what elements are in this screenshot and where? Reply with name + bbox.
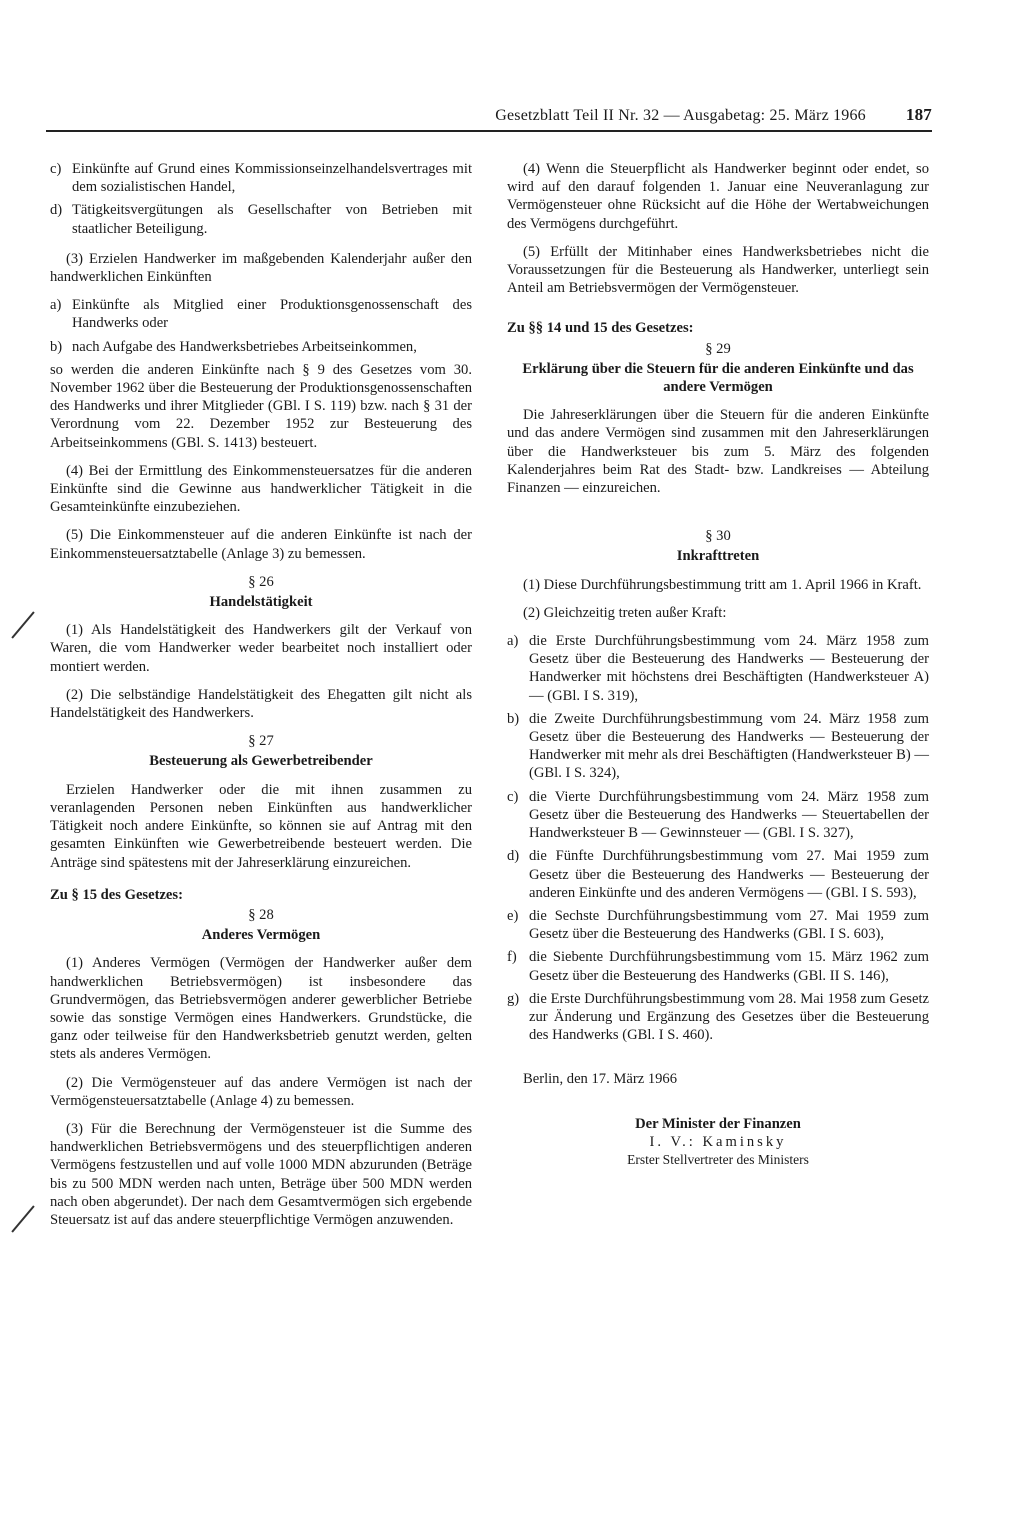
paragraph: (3) Für die Berechnung der Vermögensteuer ist die Summe des handwerklichen Betriebsvermögens und des steuerpflichtigen anderen Vermögens festzustellen und auf volle 1000 MDN abzurunden (Beträge bis zu 500 MDN werden nach unten, Beträge über 500 MDN werden nach oben abgerundet). Der nach dem Gesamtvermögen sich ergebende Steuersatz ist auf das andere steuerpflichtige Vermögen anzuwenden. — [50, 1120, 472, 1228]
paragraph: (1) Anderes Vermögen (Vermögen der Handwerker außer dem handwerklichen Betriebsvermögen) ist insbesondere das Grundvermögen, das Betriebsvermögen anderer gewerblicher Betriebe sowie das sonstige Vermögen eines Handwerkers. Grundstücke, die ganz oder teilweise für den Handwerksbetrieb genutzt werden, gelten stets als anderes Vermögen. — [50, 955, 472, 1063]
paragraph: so werden die anderen Einkünfte nach § 9 des Gesetzes vom 30. November 1962 über die Besteuerung der Produktionsgenossenschaften des Handwerks und ihrer Mitglieder (GBl. I S. 119) bzw. nach § 31 der Verordnung vom 22. Dezember 1952 zur Besteuerung des Arbeitseinkommens (GBl. S. 1413) besteuert. — [50, 361, 472, 451]
list-item: a) die Erste Durchführungsbestimmung vom 24. März 1958 zum Gesetz über die Besteuerung des Handwerks — Besteuerung der Handwerker mit höchstens drei Beschäftigten (Handwerksteuer A) — (GBl. I S. 319), — [507, 633, 929, 704]
margin-mark — [11, 1205, 34, 1232]
signatory-name: I. V.: Kaminsky — [649, 1133, 787, 1150]
signatory-title: Der Minister der Finanzen — [635, 1115, 801, 1132]
subheading: Zu § 15 des Gesetzes: — [50, 886, 183, 903]
section-number: § 29 — [705, 340, 731, 357]
list-item: c) Einkünfte auf Grund eines Kommissionseinzelhandelsvertrages mit dem sozialistischen Handel, — [50, 161, 472, 196]
list-item: f) die Siebente Durchführungsbestimmung vom 15. März 1962 zum Gesetz über die Besteuerung des Handwerks (GBl. II S. 146), — [507, 949, 929, 984]
margin-mark — [11, 611, 34, 638]
paragraph: (4) Wenn die Steuerpflicht als Handwerker beginnt oder endet, so wird auf den darauf folgenden 1. Januar eine Neuveranlagung zur Vermögensteuer ohne Rücksicht auf die Höhe der Wertabweichungen des Vermögens durchgeführt. — [507, 161, 929, 232]
page-header — [50, 101, 932, 125]
section-number: § 30 — [705, 528, 731, 545]
paragraph: (2) Die Vermögensteuer auf das andere Vermögen ist nach der Vermögensteuersatztabelle (Anlage 4) zu bemessen. — [50, 1074, 472, 1109]
list-item: b) nach Aufgabe des Handwerksbetriebes Arbeitseinkommen, — [50, 338, 417, 355]
section-heading: Inkrafttreten — [676, 548, 760, 565]
header-title: Gesetzblatt Teil II Nr. 32 — Ausgabetag: 25. März 1966 — [495, 107, 866, 124]
section-heading: Erklärung über die Steuern für die anderen Einkünfte und das andere Vermögen — [522, 360, 914, 396]
paragraph: (3) Erzielen Handwerker im maßgebenden Kalenderjahr außer den handwerklichen Einkünften — [50, 250, 472, 286]
page-number: 187 — [905, 105, 932, 124]
subheading: Zu §§ 14 und 15 des Gesetzes: — [507, 320, 694, 337]
paragraph: (2) Die selbständige Handelstätigkeit des Ehegatten gilt nicht als Handelstätigkeit des Handwerkers. — [50, 686, 472, 722]
section-number: § 28 — [248, 906, 274, 923]
paragraph: (2) Gleichzeitig treten außer Kraft: — [523, 604, 727, 621]
list-item: e) die Sechste Durchführungsbestimmung vom 27. Mai 1959 zum Gesetz über die Besteuerung des Handwerks (GBl. I S. 603), — [507, 907, 929, 943]
right-column — [507, 160, 929, 1169]
left-column — [50, 160, 472, 1239]
list-item: b) die Zweite Durchführungsbestimmung vom 24. März 1958 zum Gesetz über die Besteuerung des Handwerks — Besteuerung der Handwerker mit mehr als drei Beschäftigten (Handwerksteuer B) — (GBl. I S. 324), — [507, 710, 929, 782]
paragraph: (5) Die Einkommensteuer auf die anderen Einkünfte ist nach der Einkommensteuersatztabelle (Anlage 3) zu bemessen. — [50, 527, 472, 562]
section-number: § 27 — [248, 733, 274, 750]
section-heading: Handelstätigkeit — [209, 594, 313, 611]
paragraph: (1) Diese Durchführungsbestimmung tritt am 1. April 1966 in Kraft. — [523, 576, 922, 593]
place-date: Berlin, den 17. März 1966 — [523, 1071, 678, 1088]
paragraph: (5) Erfüllt der Mitinhaber eines Handwerksbetriebes nicht die Voraussetzungen für die Besteuerung als Handwerker, unterliegt sein Anteil am Betriebsvermögen der Vermögensteuer. — [507, 243, 929, 297]
paragraph: (1) Als Handelstätigkeit des Handwerkers gilt der Verkauf von Waren, die vom Handwerker weder bearbeitet noch installiert oder montiert werden. — [50, 622, 472, 675]
section-number: § 26 — [248, 573, 274, 590]
paragraph: Erzielen Handwerker oder die mit ihnen zusammen zu veranlagenden Personen neben Einkünften aus handwerklicher Tätigkeit noch andere Einkünfte, so können sie auf Antrag mit den gesamten Einkünften wie Gewerbetreibende besteuert werden. Die Anträge sind spätestens mit der Jahreserklärung einzureichen. — [50, 781, 472, 871]
list-item: d) die Fünfte Durchführungsbestimmung vom 27. Mai 1959 zum Gesetz über die Besteuerung des Handwerks — Besteuerung der anderen Einkünfte und des anderen Vermögens — (GBl. I S. 593), — [507, 848, 929, 901]
section-heading: Anderes Vermögen — [201, 927, 321, 944]
list-item: d) Tätigkeitsvergütungen als Gesellschafter von Betrieben mit staatlicher Beteiligung. — [50, 202, 472, 237]
paragraph: Die Jahreserklärungen über die Steuern für die anderen Einkünfte und das andere Vermögen sind zusammen mit den Jahreserklärungen über die Handwerksteuer bis zum 5. März des folgenden Kalenderjahres beim Rat des Stadt- bzw. Landkreises — Abteilung Finanzen — einzureichen. — [507, 407, 929, 497]
signatory-role: Erster Stellvertreter des Ministers — [627, 1151, 809, 1167]
section-heading: Besteuerung als Gewerbetreibender — [149, 753, 373, 770]
list-item: a) Einkünfte als Mitglied einer Produktionsgenossenschaft des Handwerks oder — [50, 297, 472, 332]
list-item: c) die Vierte Durchführungsbestimmung vom 24. März 1958 zum Gesetz über die Besteuerung des Handwerks — Steuertabellen der Handwerksteuer B — Gewinnsteuer — (GBl. I S. 327), — [507, 788, 929, 842]
paragraph: (4) Bei der Ermittlung des Einkommensteuersatzes für die anderen Einkünfte sind die Gewinne aus handwerklicher Tätigkeit in die Gesamteinkünfte einzubeziehen. — [50, 462, 472, 516]
header-rule — [46, 130, 932, 132]
list-item: g) die Erste Durchführungsbestimmung vom 28. Mai 1958 zum Gesetz zur Änderung und Ergänzung des Gesetzes über die Besteuerung des Handwerks (GBl. I S. 460). — [507, 990, 929, 1044]
